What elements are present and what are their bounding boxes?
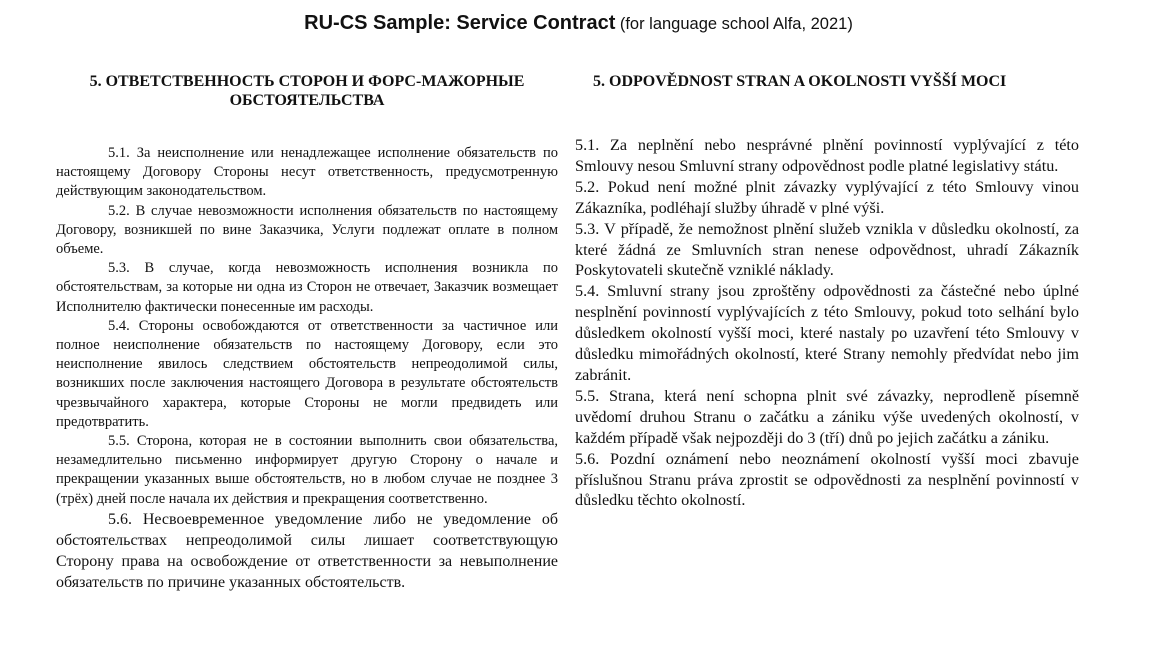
cs-clause-5-3: 5.3. V případě, že nemožnost plnění služeb vznikla v důsledku okolností, za které žádná ze Smluvních stran nenese odpovědnost, uhradí Zákazník Poskytovateli skutečně vzniklé náklady. — [575, 219, 1079, 280]
czech-column — [575, 72, 1079, 511]
cs-clause-5-1: 5.1. Za neplnění nebo nesprávné plnění povinností vyplývající z této Smlouvy nesou Smluvní strany odpovědnost podle platné legislativy státu. — [575, 136, 1079, 175]
ru-clause-5-6: 5.6. Несвоевременное уведомление либо не уведомление об обстоятельствах непреодолимой силы лишает соответствующую Сторону права на освобождение от ответственности за невыполнение обязательств по причине указанных обстоятельств. — [56, 510, 558, 591]
cs-clause-5-6: 5.6. Pozdní oznámení nebo neoznámení okolností vyšší moci zbavuje příslušnou Stranu práva zprostit se odpovědnosti za nesplnění povinností v důsledku těchto okolností. — [575, 449, 1079, 510]
ru-clause-5-4: 5.4. Стороны освобождаются от ответственности за частичное или полное неисполнение обязательств по настоящему Договору, если это неисполнение явилось следствием обстоятельств непреодолимой силы, возникших после заключения настоящего Договора в результате обстоятельств чрезвычайного характера, которые Стороны не могли предвидеть или предотвратить. — [56, 317, 558, 430]
ru-clause-5-5: 5.5. Сторона, которая не в состоянии выполнить свои обязательства, незамедлительно письменно информирует другую Сторону о начале и прекращении указанных выше обстоятельств, но в любом случае не позднее 3 (трёх) дней после начала их действия и прекращения соответственно. — [56, 433, 558, 507]
cs-clause-5-4: 5.4. Smluvní strany jsou zproštěny odpovědnosti za částečné nebo úplné nesplnění povinností vyplývajících z této Smlouvy, pokud toto selhání bylo důsledkem okolností vyšší moci, které nastaly po uzavření této Smlouvy v důsledku mimořádných okolností, které Strany nemohly předvídat nebo jim zabránit. — [575, 282, 1079, 384]
document-subtitle: (for language school Alfa, 2021) — [619, 15, 853, 33]
cs-clause-5-2: 5.2. Pokud není možné plnit závazky vyplývající z této Smlouvy vinou Zákazníka, podléhají služby úhradě v plné výši. — [575, 177, 1079, 217]
cs-clause-5-5: 5.5. Strana, která není schopna plnit své závazky, neprodleně písemně uvědomí druhou Stranu o začátku a zániku výše uvedených okolností, v každém případě však nejpozději do 3 (tří) dnů po jejich začátku a zániku. — [575, 386, 1079, 447]
cs-section-heading: 5. ODPOVĚDNOST STRAN A OKOLNOSTI VYŠŠÍ MOCI — [593, 73, 1007, 90]
russian-column — [56, 72, 558, 593]
ru-section-heading: 5. ОТВЕТСТВЕННОСТЬ СТОРОН И ФОРС-МАЖОРНЫЕ ОБСТОЯТЕЛЬСТВА — [89, 73, 525, 109]
ru-clause-5-3: 5.3. В случае, когда невозможность исполнения возникла по обстоятельствам, за которые ни одна из Сторон не отвечает, Заказчик возмещает Исполнителю фактически понесенные им расходы. — [56, 260, 558, 315]
ru-clause-5-2: 5.2. В случае невозможности исполнения обязательств по настоящему Договору, возникшей по вине Заказчика, Услуги подлежат оплате в полном объеме. — [56, 202, 558, 258]
document-header — [0, 12, 1157, 35]
ru-clause-5-1: 5.1. За неисполнение или ненадлежащее исполнение обязательств по настоящему Договору Стороны несут ответственность, предусмотренную действующим законодательством. — [56, 145, 558, 200]
document-title: RU-CS Sample: Service Contract — [304, 12, 616, 34]
